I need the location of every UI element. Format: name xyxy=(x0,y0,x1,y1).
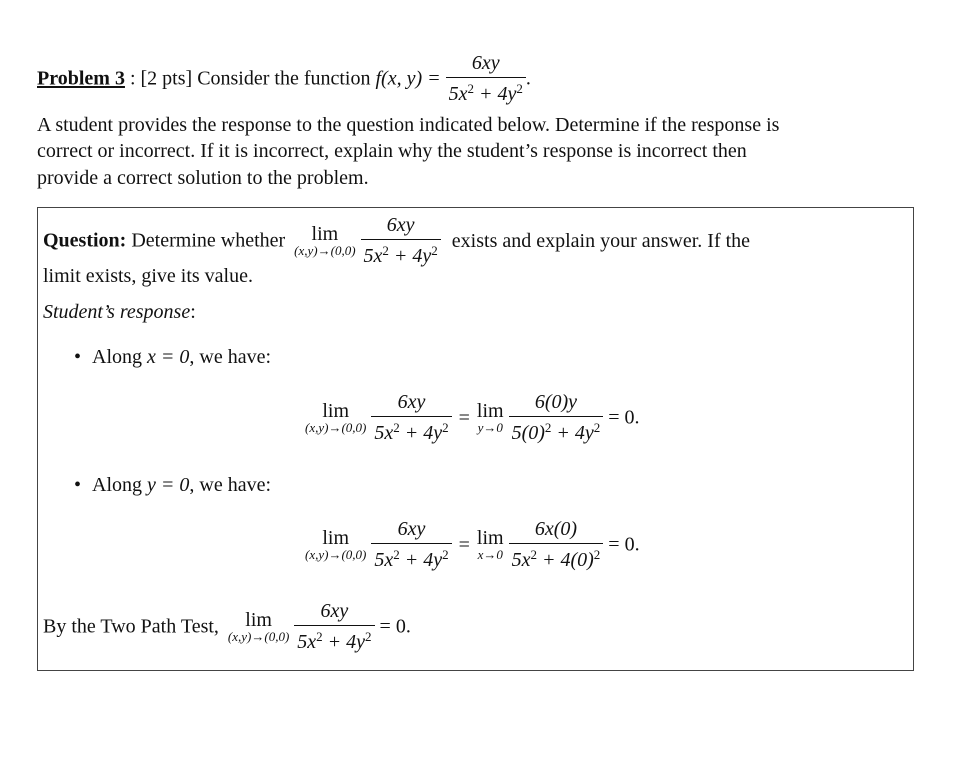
eq2-limit-left xyxy=(305,528,366,562)
lim-word: lim xyxy=(476,527,504,549)
den-exp-b: 2 xyxy=(516,81,523,96)
lim-word: lim xyxy=(322,527,350,549)
lim-word: lim xyxy=(476,400,504,422)
den-exp-a: 2 xyxy=(316,629,323,644)
den-exp-a: 2 xyxy=(393,547,400,562)
den-exp-a: 2 xyxy=(467,81,475,96)
den-exp-b: 2 xyxy=(442,420,449,435)
question-text-before: Determine whether xyxy=(131,229,286,252)
den-exp-a: 2 xyxy=(382,243,389,258)
den-term-a: 5x xyxy=(511,549,531,571)
function-lhs: f(x, y) = xyxy=(375,67,441,90)
eq2-den-right xyxy=(509,544,604,572)
lim-word: lim xyxy=(245,609,272,631)
conclusion-limit xyxy=(228,610,289,644)
eq1-fraction-right xyxy=(509,391,604,445)
instruction-line-2: correct or incorrect. If it is incorrect, explain why the student’s response is incorrect then xyxy=(37,140,747,162)
den-exp-b: 2 xyxy=(593,547,601,562)
eq1-equals: = xyxy=(458,406,470,429)
eq2-equals: = xyxy=(458,533,470,556)
bullet-2-text-b: , we have: xyxy=(189,474,272,496)
question-label: Question: xyxy=(43,229,127,252)
problem-header xyxy=(37,52,531,106)
eq2-limit-right xyxy=(477,528,504,562)
den-term-a: 5x xyxy=(374,549,394,571)
den-term-b: + 4y xyxy=(322,631,366,653)
bullet-dot-icon: • xyxy=(74,346,82,368)
lim-subscript: (x,y)→(0,0) xyxy=(305,420,367,435)
eq2-fraction-right xyxy=(509,518,604,572)
response-label: Student’s response xyxy=(43,301,191,323)
den-term-a: 5x xyxy=(374,422,394,444)
lim-subscript: x→0 xyxy=(477,547,503,562)
question-line-1 xyxy=(43,214,750,268)
den-exp-b: 2 xyxy=(442,547,449,562)
bullet-2-var: y = 0 xyxy=(147,474,190,496)
lim-subscript: (x,y)→(0,0) xyxy=(305,547,367,562)
den-term-b: + 4y xyxy=(399,549,443,571)
instruction-line-3: provide a correct solution to the problem. xyxy=(37,167,369,189)
den-exp-b: 2 xyxy=(431,243,438,258)
den-term-b: + 4y xyxy=(551,422,594,444)
den-term-b: + 4y xyxy=(474,83,517,105)
eq1-num-right: 6(0)y xyxy=(509,391,604,417)
eq2-num-right: 6x(0) xyxy=(509,518,604,544)
eq2-den-left xyxy=(371,544,451,572)
den-exp-b: 2 xyxy=(365,629,372,644)
conclusion-fraction xyxy=(294,600,374,654)
problem-points: [2 pts] xyxy=(140,67,193,90)
problem-intro: Consider the function xyxy=(197,67,371,90)
den-term-a: 5x xyxy=(297,631,317,653)
bullet-1-var: x = 0 xyxy=(147,346,190,368)
question-limit xyxy=(294,224,355,258)
question-text-after: exists and explain your answer. If the xyxy=(451,229,751,252)
equation-1 xyxy=(305,391,640,445)
bullet-1 xyxy=(74,346,271,369)
eq1-den-left xyxy=(371,417,451,445)
den-exp-a: 2 xyxy=(393,420,400,435)
conclusion-result: = 0. xyxy=(379,615,411,638)
den-exp-b: 2 xyxy=(593,420,601,435)
eq2-result: = 0. xyxy=(608,533,640,556)
response-label-colon: : xyxy=(190,301,196,323)
bullet-1-text-a: Along xyxy=(92,346,148,368)
instruction-line-1: A student provides the response to the question indicated below. Determine if the response is xyxy=(37,114,780,136)
function-fraction xyxy=(446,52,526,106)
question-denominator xyxy=(361,240,441,268)
eq1-den-right xyxy=(509,417,604,445)
bullet-dot-icon: • xyxy=(74,474,82,496)
den-term-b: + 4y xyxy=(388,245,432,267)
problem-colon: : xyxy=(129,67,136,90)
eq1-fraction-left xyxy=(371,391,451,445)
den-exp-a: 2 xyxy=(530,547,537,562)
eq2-num-left: 6xy xyxy=(371,518,451,544)
problem-label: Problem 3 xyxy=(37,67,125,90)
den-term-a: 5x xyxy=(448,83,468,105)
den-exp-a: 2 xyxy=(544,420,552,435)
eq1-num-left: 6xy xyxy=(371,391,451,417)
bullet-2-text-a: Along xyxy=(92,474,148,496)
den-term-a: 5x xyxy=(363,245,383,267)
den-term-a: 5(0) xyxy=(511,422,545,444)
lim-word: lim xyxy=(311,223,339,245)
den-term-b: + 4y xyxy=(399,422,443,444)
conclusion-line xyxy=(43,600,411,654)
equation-2 xyxy=(305,518,640,572)
conclusion-text: By the Two Path Test, xyxy=(43,615,219,638)
function-period: . xyxy=(525,67,531,90)
bullet-1-text-b: , we have: xyxy=(189,346,272,368)
question-line-2: limit exists, give its value. xyxy=(43,265,253,287)
den-term-b: + 4(0) xyxy=(536,549,594,571)
lim-word: lim xyxy=(322,400,350,422)
conclusion-numerator: 6xy xyxy=(294,600,374,626)
bullet-2 xyxy=(74,474,271,497)
question-fraction xyxy=(361,214,441,268)
eq2-fraction-left xyxy=(371,518,451,572)
lim-subscript: (x,y)→(0,0) xyxy=(227,629,290,644)
question-numerator: 6xy xyxy=(361,214,441,240)
eq1-result: = 0. xyxy=(608,406,640,429)
eq1-limit-left xyxy=(305,401,366,435)
lim-subscript: (x,y)→(0,0) xyxy=(294,243,356,258)
lim-subscript: y→0 xyxy=(477,420,503,435)
eq1-limit-right xyxy=(477,401,504,435)
response-label-line xyxy=(43,301,196,324)
conclusion-denominator xyxy=(294,626,374,654)
function-denominator xyxy=(446,78,526,106)
function-numerator: 6xy xyxy=(446,52,526,78)
